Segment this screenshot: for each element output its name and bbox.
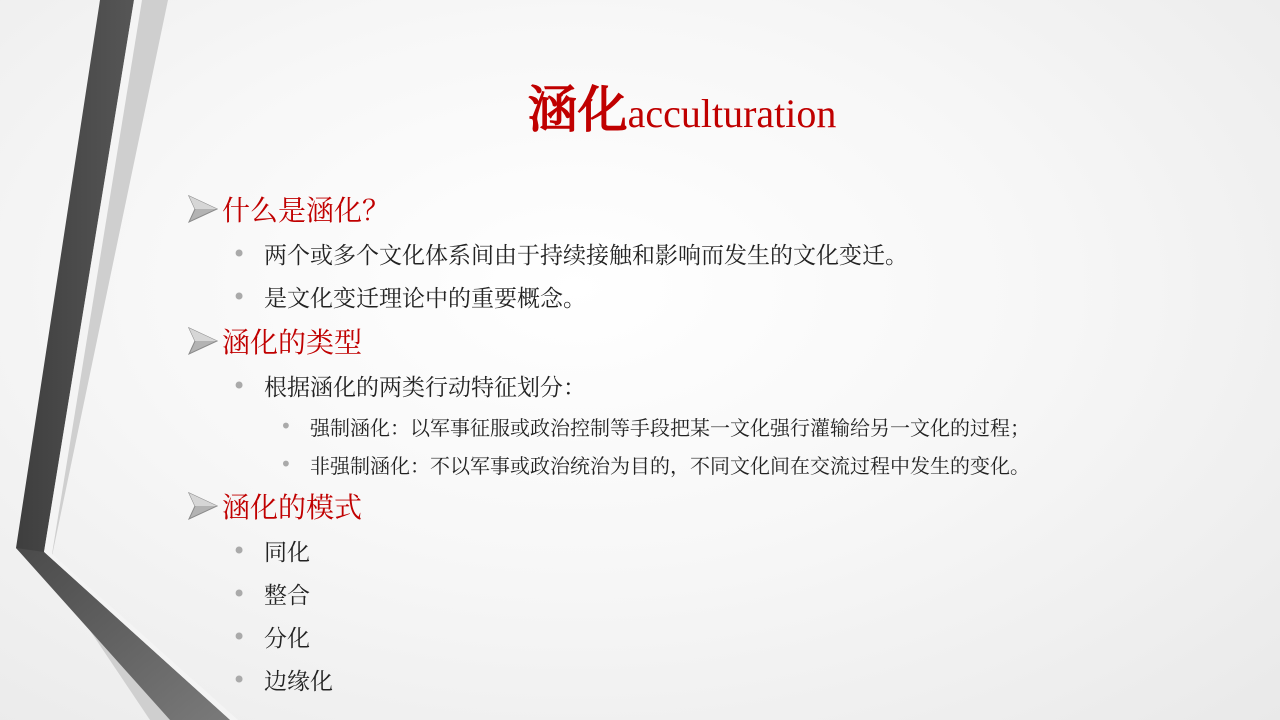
list-item-text: 根据涵化的两类行动特征划分： [264,375,586,401]
list-item [232,275,1266,318]
dot-bullet-icon: • [232,622,247,651]
dot-bullet-icon: • [232,371,247,400]
dot-bullet-icon: • [232,536,247,565]
list-item-text: 边缘化 [264,669,333,695]
arrow-bullet-icon [186,192,220,226]
title-chinese: 涵化 [527,81,628,139]
list-item [232,615,1266,658]
slide-title [0,70,1280,142]
dot-bullet-icon: • [232,665,247,694]
dot-bullet-icon: • [280,414,292,438]
dot-bullet-icon: • [232,579,247,608]
section-heading-text: 涵化的类型 [222,326,363,359]
dot-bullet-icon: • [280,452,292,476]
section-heading-text: 什么是涵化？ [222,194,391,227]
section-heading-modes [186,483,1266,529]
section-heading-what-is [186,186,1266,232]
list-item [232,658,1266,701]
list-item [232,572,1266,615]
list-item-text: 分化 [264,626,310,652]
arrow-bullet-icon [186,324,220,358]
title-english: acculturation [627,91,837,136]
list-item-text: 是文化变迁理论中的重要概念。 [264,286,586,312]
list-item-text: 整合 [264,583,310,609]
sub-list-item-text: 非强制涵化：不以军事或政治统治为目的，不同文化间在交流过程中发生的变化。 [310,453,1030,478]
sub-list-item [280,445,1266,483]
dot-bullet-icon: • [232,282,247,311]
dot-bullet-icon: • [232,239,247,268]
slide-content [186,186,1266,701]
section-heading-types [186,318,1266,364]
section-heading-text: 涵化的模式 [222,491,363,524]
list-item [232,364,1266,407]
list-item-text: 同化 [264,540,310,566]
arrow-bullet-icon [186,489,220,523]
sub-list-item-text: 强制涵化：以军事征服或政治控制等手段把某一文化强行灌输给另一文化的过程； [310,415,1030,440]
list-item [232,232,1266,275]
list-item [232,529,1266,572]
list-item-text: 两个或多个文化体系间由于持续接触和影响而发生的文化变迁。 [264,243,908,269]
sub-list-item [280,407,1266,445]
